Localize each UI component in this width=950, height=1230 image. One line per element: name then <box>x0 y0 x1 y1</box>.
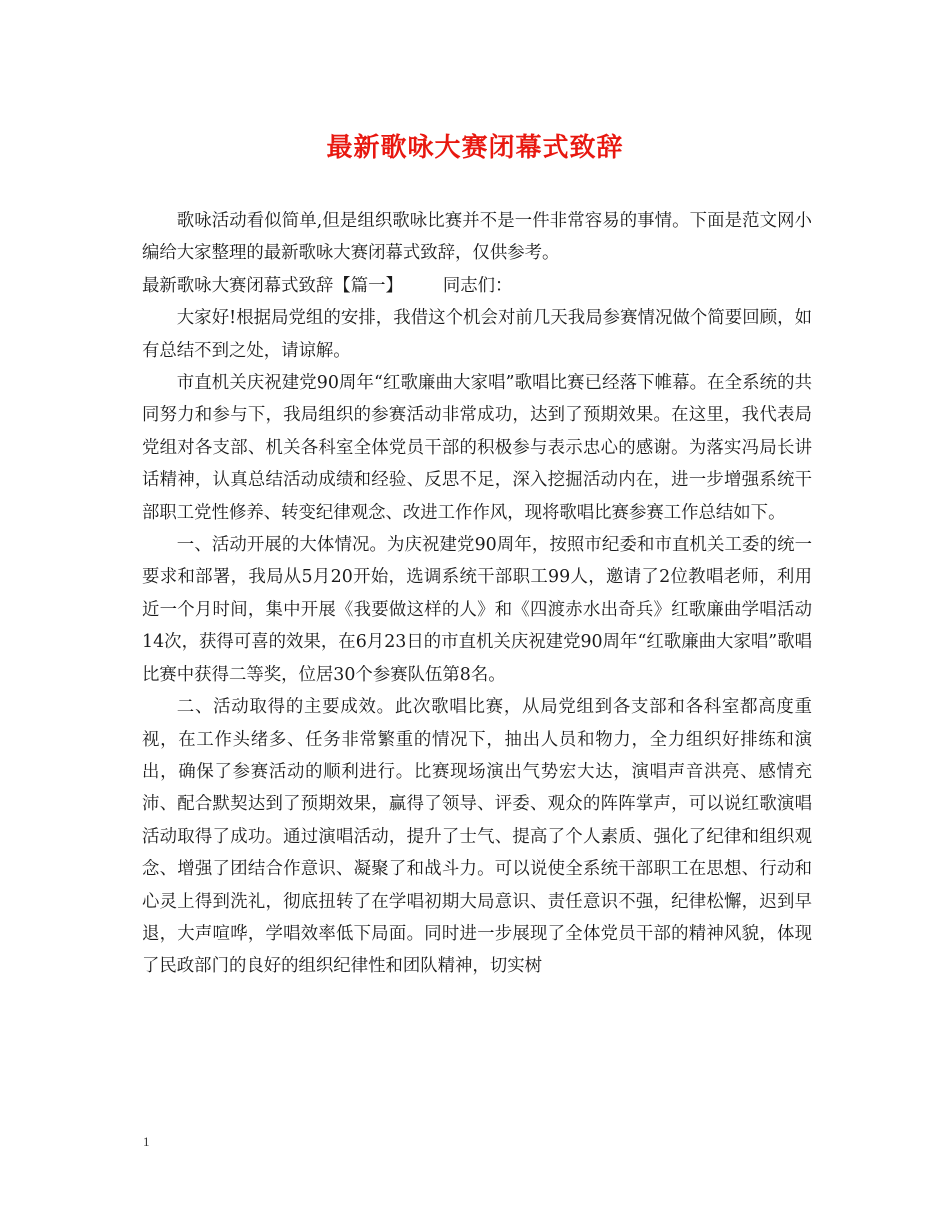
body-paragraph: 一、活动开展的大体情况。为庆祝建党90周年，按照市纪委和市直机关工委的统一要求和部署，我局从5月20开始，选调系统干部职工99人，邀请了2位教唱老师，利用近一个月时间，集中开展《我要做这样的人》和《四渡赤水出奇兵》红歌廉曲学唱活动14次，获得可喜的效果，在6月23日的市直机关庆祝建党90周年“红歌廉曲大家唱”歌唱比赛中获得二等奖，位居30个参赛队伍第8名。 <box>142 535 812 685</box>
document-title: 最新歌咏大赛闭幕式致辞 <box>326 133 624 163</box>
intro-paragraph: 歌咏活动看似简单,但是组织歌咏比赛并不是一件非常容易的事情。下面是范文网小编给大家整理的最新歌咏大赛闭幕式致辞，仅供参考。 <box>142 211 812 264</box>
body-paragraph: 大家好!根据局党组的安排，我借这个机会对前几天我局参赛情况做个简要回顾，如有总结不到之处，请谅解。 <box>142 308 812 361</box>
section-heading: 最新歌咏大赛闭幕式致辞【篇一】 <box>142 275 403 296</box>
body-paragraph: 市直机关庆祝建党90周年“红歌廉曲大家唱”歌唱比赛已经落下帷幕。在全系统的共同努力和参与下，我局组织的参赛活动非常成功，达到了预期效果。在这里，我代表局党组对各支部、机关各科室全体党员干部的积极参与表示忠心的感谢。为落实冯局长讲话精神，认真总结活动成绩和经验、反思不足，深入挖掘活动内在，进一步增强系统干部职工党性修养、转变纪律观念、改进工作作风，现将歌唱比赛参赛工作总结如下。 <box>142 373 812 523</box>
page-number: 1 <box>143 1134 150 1149</box>
section-heading-line <box>142 270 812 302</box>
salutation: 同志们： <box>442 275 513 296</box>
document-body <box>142 205 812 983</box>
body-paragraph: 二、活动取得的主要成效。此次歌唱比赛，从局党组到各支部和各科室都高度重视，在工作头绪多、任务非常繁重的情况下，抽出人员和物力，全力组织好排练和演出，确保了参赛活动的顺利进行。比赛现场演出气势宏大达，演唱声音洪亮、感情充沛、配合默契达到了预期效果，赢得了领导、评委、观众的阵阵掌声，可以说红歌演唱活动取得了成功。通过演唱活动，提升了士气、提高了个人素质、强化了纪律和组织观念、增强了团结合作意识、凝聚了和战斗力。可以说使全系统干部职工在思想、行动和心灵上得到洗礼，彻底扭转了在学唱初期大局意识、责任意识不强，纪律松懈，迟到早退，大声喧哗，学唱效率低下局面。同时进一步展现了全体党员干部的精神风貌，体现了民政部门的良好的组织纪律性和团队精神，切实树 <box>142 697 812 977</box>
